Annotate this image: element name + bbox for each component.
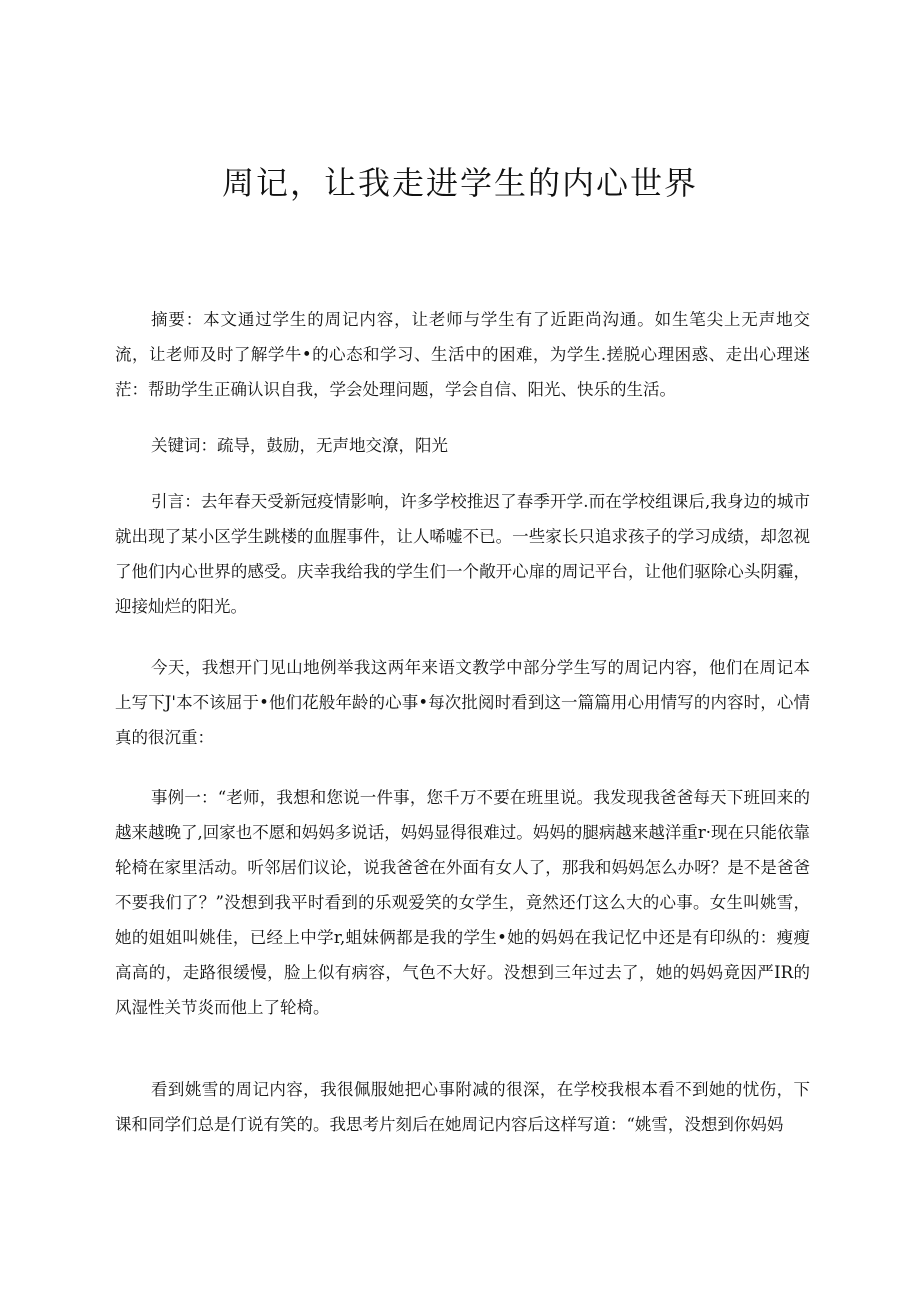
case-one-paragraph: 事例一：“老师，我想和您说一件事，您千万不要在班里说。我发现我爸爸每天下班回来的越来越晚了,回家也不愿和妈妈多说话，妈妈显得很难过。妈妈的腿病越来越洋重r·现在只能依靠轮椅在家里活动。听邻居们议论，说我爸爸在外面有女人了，那我和妈妈怎么办呀？是不是爸爸不要我们了？”没想到我平时看到的乐观爱笑的女学生，竟然还仃这么大的心事。女生叫姚雪，她的姐姐叫姚佳，已经上中学r,蛆妹俩都是我的学生•她的妈妈在我记忆中还是有印纵的：瘦瘦高高的，走路很缓慢，脸上似有病容，气色不大好。没想到三年过去了，她的妈妈竟因严IR的风湿性关节炎而他上了轮椅。 bbox=[115, 788, 810, 1017]
reflection-paragraph: 看到姚雪的周记内容，我很佩服她把心事附减的很深，在学校我根本看不到她的忧伤，下课和同学们总是仃说有笑的。我思考片刻后在她周记内容后这样写道：“姚雪，没想到你妈妈 bbox=[115, 1080, 810, 1134]
intro-paragraph: 引言：去年春天受新冠疫情影响，许多学校推迟了春季开学.而在学校组课后,我身边的城市就出现了某小区学生跳楼的血腥事件，让人唏嘘不已。一些家长只追求孩子的学习成绩，却忽视了他们内心世界的感受。庆幸我给我的学生们一个敞开心扉的周记平台，让他们驱除心头阴霾，迎接灿烂的阳光。 bbox=[115, 492, 810, 616]
keywords-paragraph: 关键词：疏导，鼓励，无声地交潦，阳光 bbox=[151, 436, 448, 455]
today-paragraph: 今天，我想开门见山地例举我这两年来语文教学中部分学生写的周记内容，他们在周记本上写下J'本不该屈于•他们花般年龄的心事•每次批阅时看到这一篇篇用心用情写的内容时，心情真的很沉重： bbox=[115, 658, 810, 747]
abstract-paragraph: 摘要：本文通过学生的周记内容，让老师与学生有了近距尚沟通。如生笔尖上无声地交流，让老师及时了解学牛•的心态和学习、生活中的困难，为学生.搓脱心理困惑、走出心理迷茫：帮助学生正确认识自我，学会处理问题，学会自信、阳光、快乐的生活。 bbox=[115, 310, 810, 399]
document-title: 周记，让我走进学生的内心世界 bbox=[221, 164, 698, 202]
